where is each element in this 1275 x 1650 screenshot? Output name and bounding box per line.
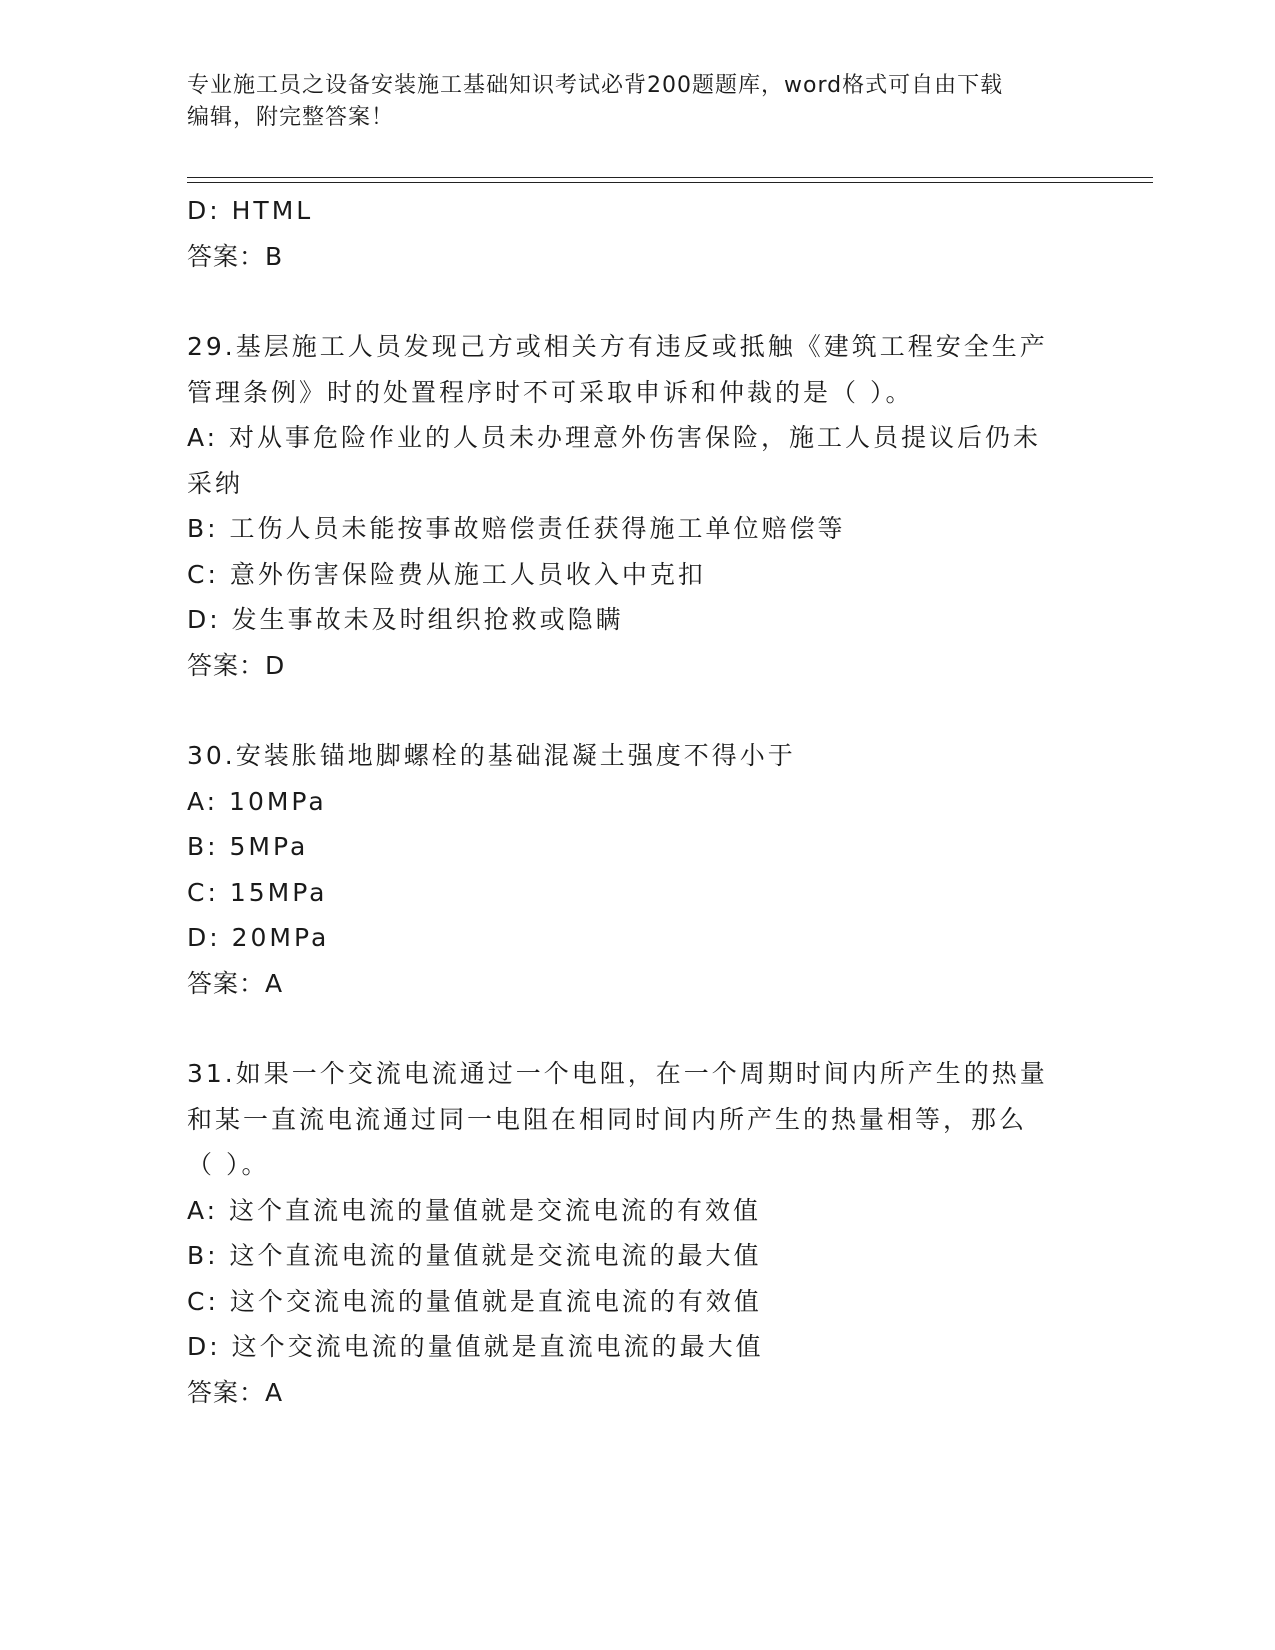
question-stem-line: 和某一直流电流通过同一电阻在相同时间内所产生的热量相等，那么 bbox=[187, 1104, 1028, 1134]
question-list bbox=[187, 188, 1087, 1415]
option-c: C: 这个交流电流的量值就是直流电流的有效值 bbox=[187, 1286, 762, 1316]
option-a: A: 10MPa bbox=[187, 786, 327, 816]
question-stem-line: 29.基层施工人员发现己方或相关方有违反或抵触《建筑工程安全生产 bbox=[187, 332, 1048, 361]
option-d: D: 20MPa bbox=[187, 923, 330, 952]
answer-line: 答案：A bbox=[187, 968, 284, 998]
option-b: B: 工伤人员未能按事故赔偿责任获得施工单位赔偿等 bbox=[187, 514, 846, 543]
spacer bbox=[187, 279, 1087, 324]
answer-line: 答案：D bbox=[187, 650, 286, 680]
previous-question-tail bbox=[187, 188, 1087, 279]
answer-line: 答案：B bbox=[187, 241, 284, 271]
document-header bbox=[187, 70, 1087, 134]
option-d: D: 这个交流电流的量值就是直流电流的最大值 bbox=[187, 1332, 764, 1361]
question-30 bbox=[187, 733, 1087, 1006]
header-line-1: 专业施工员之设备安装施工基础知识考试必背200题题库，word格式可自由下载 bbox=[187, 73, 1004, 98]
option-d: D: 发生事故未及时组织抢救或隐瞒 bbox=[187, 605, 624, 634]
option-c: C: 意外伤害保险费从施工人员收入中克扣 bbox=[187, 559, 706, 589]
header-divider-bottom bbox=[187, 182, 1153, 183]
question-29 bbox=[187, 324, 1087, 688]
spacer bbox=[187, 688, 1087, 733]
question-stem-line: 30.安装胀锚地脚螺栓的基础混凝土强度不得小于 bbox=[187, 741, 796, 770]
question-stem-line: （ ）。 bbox=[187, 1150, 270, 1179]
header-line-2: 编辑，附完整答案！ bbox=[187, 105, 395, 130]
option-a-continued: 采纳 bbox=[187, 468, 244, 498]
option-c: C: 15MPa bbox=[187, 877, 328, 907]
option-b: B: 5MPa bbox=[187, 832, 309, 861]
header-divider-top bbox=[187, 177, 1153, 178]
answer-line: 答案：A bbox=[187, 1377, 284, 1407]
option-d: D: HTML bbox=[187, 196, 314, 225]
question-31 bbox=[187, 1051, 1087, 1415]
question-stem-line: 31.如果一个交流电流通过一个电阻，在一个周期时间内所产生的热量 bbox=[187, 1059, 1048, 1088]
option-a: A: 对从事危险作业的人员未办理意外伤害保险，施工人员提议后仍未 bbox=[187, 423, 1042, 452]
option-a: A: 这个直流电流的量值就是交流电流的有效值 bbox=[187, 1195, 762, 1225]
spacer bbox=[187, 1006, 1087, 1051]
option-b: B: 这个直流电流的量值就是交流电流的最大值 bbox=[187, 1241, 762, 1270]
question-stem-line: 管理条例》时的处置程序时不可采取申诉和仲裁的是（ ）。 bbox=[187, 377, 914, 407]
